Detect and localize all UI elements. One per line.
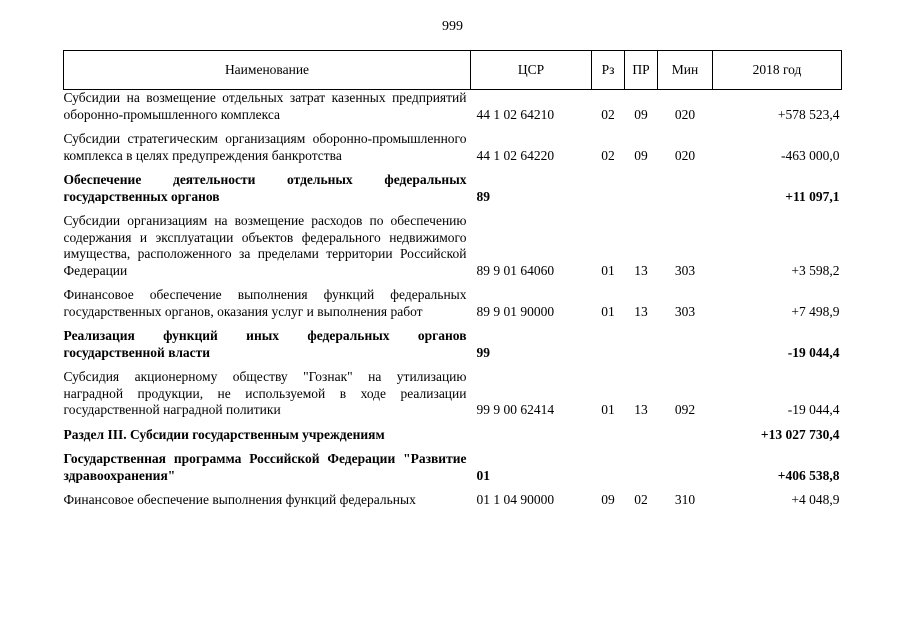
header-min: Мин (658, 51, 713, 90)
row-name: Субсидия акционерному обществу "Гознак" на утилизацию наградной продукции, не используемой в ходе реализации государственной наградной политики (63, 369, 467, 417)
row-pr: 02 (634, 492, 648, 507)
table-header-row (64, 51, 842, 90)
table-row (64, 172, 842, 205)
row-rz: 09 (601, 492, 615, 507)
header-pr: ПР (625, 51, 658, 90)
table-row (64, 287, 842, 320)
row-pr (625, 451, 658, 484)
row-name: Финансовое обеспечение выполнения функций федеральных государственных органов, оказания услуг и выполнения работ (63, 287, 467, 319)
row-amount: -19 044,4 (787, 402, 840, 417)
row-min: 303 (674, 303, 696, 319)
row-name: Финансовое обеспечение выполнения функций федеральных (63, 492, 416, 507)
table-row (64, 451, 842, 484)
row-amount: -463 000,0 (781, 147, 840, 163)
header-rz: Рз (592, 51, 625, 90)
table-row (64, 328, 842, 361)
table-row (64, 492, 842, 509)
header-year: 2018 год (713, 51, 842, 90)
row-min: 310 (674, 492, 696, 507)
row-csr: 99 (476, 344, 490, 360)
row-pr: 13 (634, 402, 648, 417)
table-row (64, 131, 842, 164)
row-min: 092 (674, 402, 696, 417)
row-pr (625, 172, 658, 205)
row-csr: 01 (476, 467, 490, 483)
row-csr: 99 9 00 62414 (476, 402, 555, 417)
row-rz (592, 328, 625, 361)
row-csr: 89 9 01 90000 (476, 303, 555, 319)
row-csr: 89 9 01 64060 (476, 262, 555, 278)
budget-table (63, 50, 842, 509)
row-csr: 89 (476, 188, 490, 204)
table-row (64, 90, 842, 124)
section-title: Раздел III. Субсидии государственным учреждениям (63, 426, 385, 442)
row-min: 303 (674, 262, 696, 278)
row-amount: +406 538,8 (777, 467, 840, 483)
row-min (658, 328, 713, 361)
row-amount: +3 598,2 (791, 262, 840, 278)
row-name: Государственная программа Российской Федерации "Развитие здравоохранения" (63, 451, 467, 483)
row-csr: 44 1 02 64210 (476, 106, 555, 122)
table-row (64, 369, 842, 419)
row-amount: +578 523,4 (777, 106, 840, 122)
row-amount: +11 097,1 (785, 188, 840, 204)
row-amount: +4 048,9 (791, 492, 840, 507)
row-name: Субсидии на возмещение отдельных затрат казенных предприятий оборонно-промышленного комплекса (63, 90, 467, 122)
row-name: Обеспечение деятельности отдельных федеральных государственных органов (63, 172, 467, 204)
table-row (64, 213, 842, 279)
row-csr: 44 1 02 64220 (476, 147, 555, 163)
row-amount: +13 027 730,4 (760, 426, 840, 442)
row-rz (592, 172, 625, 205)
row-amount: +7 498,9 (791, 303, 840, 319)
row-min: 020 (674, 147, 696, 163)
page-number: 999 (442, 19, 463, 34)
row-amount: -19 044,4 (787, 344, 840, 360)
row-min (658, 172, 713, 205)
row-rz: 01 (601, 262, 615, 278)
header-csr: ЦСР (471, 51, 592, 90)
row-pr (625, 328, 658, 361)
row-pr: 09 (634, 147, 648, 163)
header-name: Наименование (64, 51, 471, 90)
row-pr: 13 (634, 303, 648, 319)
row-name: Субсидии стратегическим организациям оборонно-промышленного комплекса в целях предупреждения банкротства (63, 131, 467, 163)
row-pr: 13 (634, 262, 648, 278)
row-csr: 01 1 04 90000 (476, 492, 555, 507)
row-rz: 01 (601, 402, 615, 417)
row-name: Реализация функций иных федеральных органов государственной власти (63, 328, 467, 360)
row-name: Субсидии организациям на возмещение расходов по обеспечению содержания и эксплуатации объектов федерального недвижимого имущества, расположенного за пределами территории Российской Федерации (63, 213, 467, 278)
row-min: 020 (674, 106, 696, 122)
row-min (658, 451, 713, 484)
row-rz: 02 (601, 147, 615, 163)
section-row (64, 427, 842, 444)
row-rz: 01 (601, 303, 615, 319)
row-rz (592, 451, 625, 484)
row-rz: 02 (601, 106, 615, 122)
row-pr: 09 (634, 106, 648, 122)
